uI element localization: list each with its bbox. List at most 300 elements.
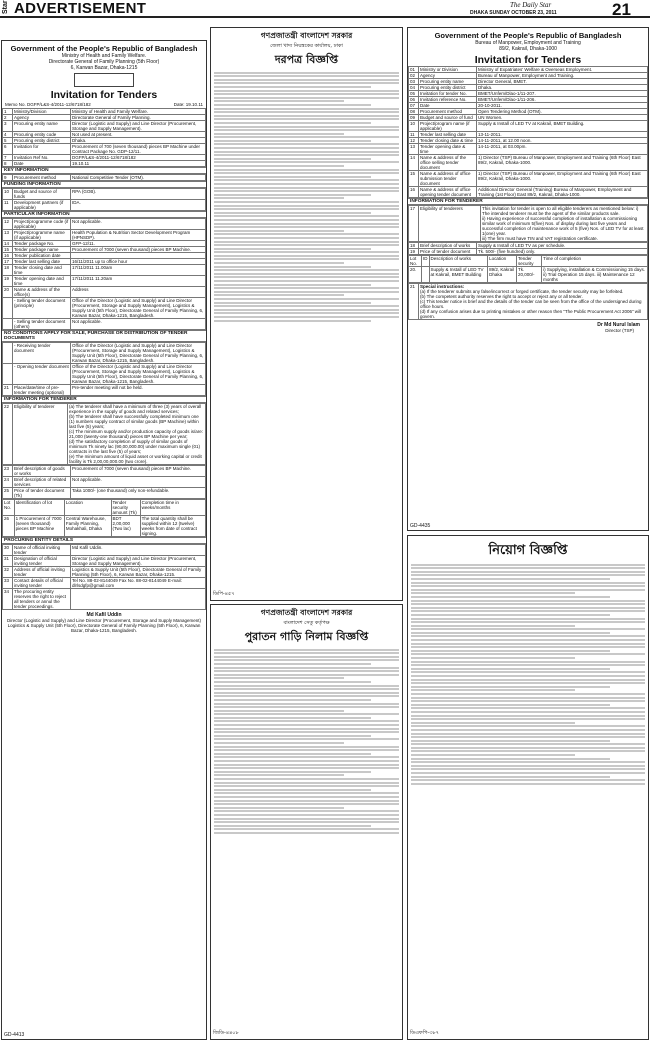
tender-table [408,66,648,198]
text-line [214,818,399,820]
table-row [409,144,648,155]
text-line [411,704,610,706]
row-label: Tender closing date & time [419,138,477,144]
row-value: BMET/Unfem/Dlao-1/11-206. [477,97,648,103]
text-line [214,731,399,733]
text-line [214,133,344,135]
text-line [214,223,399,225]
text-line [214,312,399,314]
text-line [411,697,645,699]
text-line [214,219,399,221]
table-row [409,187,648,198]
text-line [214,717,371,719]
row-label: Project/programme code (if applicable) [13,219,71,230]
row-number: 17 [3,259,13,265]
text-line [214,136,399,138]
ad-ref-code: ডিপি-৪৫৭ [213,591,235,597]
ad-vehicle-auction [210,604,403,1040]
text-line [214,649,399,651]
emblem-stamp [74,73,134,87]
text-line [214,287,399,289]
text-line [411,715,645,717]
text-line [411,657,575,659]
text-line [214,108,399,110]
text-line [411,650,610,652]
row-label: Invitation for [13,144,71,155]
row-number: 20 [3,287,13,298]
row-value: Health Population & Nutrition Sector Development Program (HPNSDP). [71,230,206,241]
table-row [3,230,206,241]
signatory-designation: Director (TSP) [605,328,634,333]
row-value: Supply & Install of LED TV at Kakrail, BMET Building. [477,121,648,132]
row-label: Address of official inviting tender [13,567,71,578]
eligibility-item: (d) The satisfactory completion of supply of similar goods of minimum Tk ninety lac (90,00,000.00) under maximum single (01) contracts in the last five (5) of years; [69,439,200,454]
row-value: Tk. 500/- (five hundred) only. [477,249,648,255]
row-value: BMET/Unfem/Dlao-1/11-207. [477,91,648,97]
table-row: 17 Eligibility of tenderers This invitation for tender is open to all eligible tenderers as mentioned below: i) The intended tenderer must be the agent of the similar products sale. ii) Having experience of successful completion of installation & commissioning similar work of minimum 5(five) Nos. of display during last five years and successful completion of maintenance work of 5 (five) Nos. of LED TV for at least 1(one) year. iii) The firm must have TIN and VAT registration certificate. [409,206,648,242]
row-value: Office of the Director (Logistic and Supply) and Line Director (Procurement, Storage and Supply Management), Logistics & Supply Unit (5th Floor), Directorate General of Family Planning, 6, Karwan Bazar, Dhaka-1215, Bangladesh. [71,298,206,319]
text-line [214,738,399,740]
text-line [411,740,610,742]
row-label: - Selling tender document (principle) [13,298,71,319]
table-row [3,488,206,499]
row-number: 9 [3,175,13,181]
signatory-designation: Director (Logistic and Supply) and Line Director (Procurement, Storage and Supply Management) [6,618,202,623]
row-number: 3 [3,121,13,132]
ad-bmet-tender [407,27,649,531]
text-line [214,309,399,311]
text-line [214,122,371,124]
text-line [214,305,399,307]
signatory-address: Logistics & Supply Unit (5th Floor), Directorate General of Family Planning (5th Floor), 6, Karwan Bazar, Dhaka-1215, Bangladesh. [7,623,201,633]
text-line [214,118,399,120]
text-line [214,832,399,834]
row-value: Open Tendering Method (OTM). [477,109,648,115]
lot-cell: Supply & Install of LED TV at Kakrail, BMET Building [429,267,488,283]
eligibility-item: ii) Having experience of successful completion of installation & commissioning similar work of minimum 5(five) Nos. of display during last five years and successful completion of maintenance work of 5 (five) Nos. of LED TV for at least 1(one) year. [482,216,644,236]
row-label: Tender package name [13,247,71,253]
text-line [214,821,399,823]
text-line [214,115,399,117]
table-row [3,298,206,319]
row-label: Tender publication date [13,253,71,259]
text-line [214,251,399,253]
row-label: Tender last selling date [13,259,71,265]
text-line [214,728,399,730]
text-line [411,725,645,727]
text-line [214,771,371,773]
text-line [214,742,344,744]
row-label: Name & address of office opening tender document [419,187,477,198]
text-line [214,237,399,239]
section-header: KEY INFORMATION [2,167,206,174]
text-line [411,596,610,598]
text-line [214,165,344,167]
text-line [411,768,645,770]
table-row [3,466,206,477]
row-label: Place/date/time of pre-tender meeting (optional) [13,385,71,396]
ad-health-tender [1,40,207,1040]
row-value: 16/11/2011 up to office hour [71,259,206,265]
row-label: Name & address of the office(s) [13,287,71,298]
lot-cell: Tk. 20,000/- [517,267,542,283]
text-line [214,774,344,776]
text-line [214,143,399,145]
row-number: 16 [3,253,13,259]
row-label: Invitation for tender No. [419,91,477,97]
table-row [3,144,206,155]
text-line [411,722,575,724]
eligibility-item: (a) The tenderer shall have a minimum of three (3) years of overall experience in the supply of goods and related services; [69,404,202,414]
row-value: Dhaka. [71,138,206,144]
table-row [409,155,648,171]
row-label: Price of tender document (Tk) [13,488,71,499]
row-number: 13 [409,144,419,155]
instruction-item: (b) The competent authority reserves the right to accept or reject any or all tender. [420,294,583,299]
eligibility-item: (e) The minimum amount of liquid asset or working capital or credit facility is Tk 2,00,00,000.00 (two crore). [69,454,202,464]
lot-cell: 1 Procurement of 7000 (seven thousand) pieces BP Machine [14,516,64,537]
text-line [214,90,399,92]
lot-table [2,499,206,537]
text-line [214,176,371,178]
row-label: Brief description of goods or works [13,466,71,477]
row-label: Designation of official inviting tender [13,556,71,567]
text-line [214,276,399,278]
section-header: NO CONDITIONS APPLY FOR SALE, PURCHASE OR DISTRIBUTION OF TENDER DOCUMENTS [2,330,206,342]
text-line [214,205,399,207]
row-number: 09 [409,115,419,121]
ad-title: নিয়োগ বিজ্ঞপ্তি [488,543,568,558]
text-line [411,718,645,720]
row-number: 8 [3,161,13,167]
text-line [214,685,399,687]
text-line [214,807,344,809]
text-line [411,779,645,781]
text-line [214,756,399,758]
eligibility-item: (b) The tenderer shall have successfully completed minimum one (1) numbers supply contract of similar goods (BP Machine) within last five (5) years; [69,414,199,429]
text-line [411,582,645,584]
text-line [214,724,399,726]
row-label: Procuring entity code [13,132,71,138]
memo-number: Memo No. DGFP/L&S-4/2011-12/6718/182 [5,102,91,107]
masthead [0,0,650,18]
row-number: 21 [3,385,13,396]
text-line [411,671,645,673]
text-line [214,800,399,802]
row-number: 11 [409,132,419,138]
text-line [214,792,399,794]
text-line [411,689,575,691]
table-row [3,589,206,610]
row-number: 12 [3,219,13,230]
row-value: 13-11-2011. [477,132,648,138]
row-label: Tender closing date and time [13,265,71,276]
row-label: Budget and source of fund [419,115,477,121]
text-line [214,241,399,243]
lot-cell: Lot No. [409,256,422,267]
body-text-lines [211,649,402,834]
text-line [214,713,399,715]
text-line [214,215,399,217]
table-row [3,276,206,287]
table-row [3,578,206,589]
lot-cell: 26 [3,516,15,537]
row-number: 4 [3,132,13,138]
row-number: 25 [3,488,13,499]
text-line [214,169,399,171]
row-value: Ministry of Health and Family Welfare. [71,109,206,115]
text-line [214,230,344,232]
table-row [3,343,206,364]
row-number: 13 [3,230,13,241]
row-label: Procuring entity name [419,79,477,85]
row-label: Contact details of official inviting tender [13,578,71,589]
section-title: ADVERTISEMENT [14,0,147,17]
table-row: 21 Special instructions: (a) If the tenderer submits any false/incorrect or forged certificate, the tender security may be forfeited. (b) The competent authority reserves the right to accept or reject any or all tender. (c) This tender notice is brief and the details of the tender can be seen from the office of the undersigned during office hours. (d) If any confusion arises due to printing mistakes or other reason then "The Public Procurement Act 2006" will govern. [409,284,648,320]
eligibility-item: iii) The firm must have TIN and VAT registration certificate. [482,236,598,241]
text-line [214,72,399,74]
instruction-item: (c) This tender notice is brief and the details of the tender can be seen from the office of the undersigned during office hours. [420,299,642,309]
text-line [214,273,399,275]
row-label: - Selling tender document (others) [13,319,71,330]
row-number: 1 [3,109,13,115]
row-label: Ministry/Division [13,109,71,115]
row-number: 32 [3,567,13,578]
row-value: Address [71,287,206,298]
row-number: 15 [3,247,13,253]
table-row [3,477,206,488]
table-row [409,249,648,255]
row-value: Logistics & Supply Unit (5th Floor), Directorate General of Family Planning (5th Floor), 6, Karwan Bazar, Dhaka-1215. [71,567,206,578]
row-number: 06 [409,97,419,103]
row-label: Agency [13,115,71,121]
text-line [214,695,399,697]
text-line [214,670,399,672]
row-number: 5 [3,138,13,144]
eligibility-item: (c) The minimum supply and/or production capacity of goods is/are: 21,000 (twenty-one thousand) pieces BP Machine per year; [69,429,203,439]
text-line [214,316,399,318]
row-label: Brief description of works [419,243,477,249]
ad-title: দরপত্র বিজ্ঞপ্তি [274,53,339,66]
table-row [3,556,206,567]
table-row [3,247,206,253]
text-line [214,161,399,163]
lot-cell: Tender security [517,256,542,267]
lot-cell: 20. [409,267,422,283]
lot-cell: ID [422,256,430,267]
row-value: Tel No. 88-02-8144049 Fax No. 88-02-8144049 E-mail: dlrlsdgfp@gmail.com [71,578,206,589]
row-value: Taka 1000/- (one thousand) only non-refundable. [71,488,206,499]
text-line [214,140,371,142]
row-number: 30 [3,545,13,556]
text-line [411,664,645,666]
signatory-name: Dr Md Nurul Islam [597,322,640,328]
row-number: 18 [409,243,419,249]
text-line [214,212,371,214]
text-line [214,663,371,665]
text-line [214,187,399,189]
text-line [214,194,371,196]
text-line [214,298,399,300]
ad-office: বাংলাদেশ সেতু কর্তৃপক্ষ [283,620,330,626]
text-line [214,97,399,99]
row-number: 10 [3,189,13,200]
text-line [411,700,645,702]
lot-cell: Location [64,500,111,516]
text-line [214,190,399,192]
row-value: Supply & Install of LED TV as per schedule. [477,243,648,249]
row-number: 04 [409,85,419,91]
text-line [214,79,399,81]
text-line [411,600,645,602]
ad-gov-heading: Government of the People's Republic of Bangladesh [10,44,198,53]
text-line [411,765,645,767]
row-value: Directorate General of Family Planning. [71,115,206,121]
row-label: Tender opening date and time [13,276,71,287]
row-value: Not applicable. [71,319,206,330]
text-line [214,706,399,708]
row-label: The procuring entity reserves the right to reject all tenders or annul the tender proceedings. [13,589,71,610]
row-value: 1) Director (TSP) Bureau of Manpower, Employment and Training (6th Floor) East 89/2, Kakrail, Dhaka-1000. [477,171,648,187]
text-line [214,674,399,676]
row-value: RPA (GOB). [71,189,206,200]
table-row [3,121,206,132]
row-label: Invitation reference No. [419,97,477,103]
text-line [214,825,371,827]
table-row [3,567,206,578]
text-line [214,753,371,755]
instruction-item: (a) If the tenderer submits any false/incorrect or forged certificate, the tender security may be forfeited. [420,289,624,294]
row-value [71,589,206,610]
row-number: 11 [3,200,13,211]
row-number: 19 [3,276,13,287]
row-value: Director (Logistic and Supply) and Line Director (Procurement, Storage and Supply Management). [71,556,206,567]
row-label: Name of official inviting tender [13,545,71,556]
text-line [214,746,399,748]
text-line [214,179,399,181]
row-label: Budget and source of funds [13,189,71,200]
row-number: 14 [3,241,13,247]
memo-date: Date: 19.10.11 [173,102,203,107]
text-line [214,796,399,798]
row-value: Office of the Director (Logistic and Supply) and Line Director (Procurement, Storage and Supply Management), Logistics & Supply Unit (5th Floor), Directorate General of Family Planning, 6, Karwan Bazar, Dhaka-1215, Bangladesh. [71,364,206,385]
row-number: 10 [409,121,419,132]
row-label: Procurement method [13,175,71,181]
text-line [214,248,371,250]
text-line [411,639,645,641]
table-row: 22 Eligibility of tenderer (a) The tenderer shall have a minimum of three (3) years of overall experience in the supply of goods and related services; (b) The tenderer shall have successfully completed minimum one (1) numbers supply contract of similar goods (BP Machine) within last five (5) years; (c) The minimum supply and/or production capacity of goods is/are: 21,000 (twenty-one thousand) pieces BP Machine per year; (d) The satisfactory completion of supply of similar goods of minimum Tk ninety lac (90,00,000.00) under maximum single (01) contracts in the last five (5) of years; (e) The minimum amount of liquid asset or working capital or credit facility is Tk 2,00,00,000.00 (two crore). [3,404,206,465]
text-line [214,294,344,296]
ad-office: জেলা খাদ্য নিয়ন্ত্রকের কার্যালয়, ঢাকা [270,43,343,49]
row-value: 19.10.11 [71,161,206,167]
table-row [3,189,206,200]
text-line [214,735,371,737]
text-line [411,628,645,630]
lot-table [408,255,648,283]
row-label: Procurement method [419,109,477,115]
eligibility-item: This invitation for tender is open to all eligible tenderers as mentioned below: i) The intended tenderer must be the agent of the similar products sale. [482,206,639,216]
section-header: INFORMATION FOR TENDERER [2,396,206,403]
row-value: Bureau of Manpower, Employment and Training. [477,73,648,79]
row-value: Not applicable. [71,219,206,230]
row-number: 33 [3,578,13,589]
text-line [411,733,645,735]
row-value: Procurement of 700 (seven thousand) pieces BP Machine under Contract Package No. GDP-12/11. [71,144,206,155]
row-number: 19 [409,249,419,255]
row-value: National Competitive Tender (OTM). [71,175,206,181]
row-value: DGFP/L&S-4/2011-12/6718/182 [71,155,206,161]
signatory-name: Md Kafil Uddin [86,612,122,618]
row-value: Not used at present. [71,132,206,138]
row-number: 23 [3,466,13,477]
row-value: Director General, BMET. [477,79,648,85]
row-number [3,364,13,385]
row-number: 07 [409,103,419,109]
text-line [214,767,399,769]
row-number: 14 [409,155,419,171]
text-line [411,747,645,749]
text-line [411,750,645,752]
text-line [214,789,371,791]
text-line [411,646,645,648]
text-line [214,828,399,830]
text-line [411,661,645,663]
ad-recruitment [407,535,649,1040]
lot-cell: i) Supplying, installation & Commissioning 15 days. ii) Trial Operation 15 days. iii) Maintenance 12 months [542,267,648,283]
text-line [214,677,344,679]
ad-gov-heading: গণপ্রজাতন্ত্রী বাংলাদেশ সরকার [260,608,353,617]
ad-ref-code: GD-4413 [4,1032,25,1038]
row-value: Pre-tender meeting will not be held. [71,385,206,396]
text-line [214,151,399,153]
row-number: 05 [409,91,419,97]
page-number: 21 [612,0,631,19]
text-line [214,749,399,751]
text-line [214,302,371,304]
lot-cell: Lot No. [3,500,15,516]
text-line [411,679,645,681]
lot-cell: Completion time in weeks/months [140,500,205,516]
row-value: Office of the Director (Logistic and Supply) and Line Director (Procurement, Storage and Supply Management), Logistics & Supply Unit (5th Floor), Directorate General of Family Planning, 6, Karwan Bazar, Dhaka-1215, Bangladesh. [71,343,206,364]
lot-cell: Central Warehouse, Family Planning, Mohakhali, Dhaka [64,516,111,537]
text-line [411,729,645,731]
text-line [214,129,399,131]
row-label: Ministry or Division [419,67,477,73]
text-line [214,111,399,113]
row-number: 01 [409,67,419,73]
text-line [214,75,399,77]
table-row [409,171,648,187]
lot-cell: 89/2, Kakrail Dhaka [488,267,517,283]
ad-title: Invitation for Tenders [474,54,582,66]
text-line [214,86,371,88]
text-line [411,567,645,569]
text-line [214,291,399,293]
row-number: 18 [3,265,13,276]
row-label: Tender package No. [13,241,71,247]
row-number: 15 [409,171,419,187]
table-row [409,121,648,132]
star-logo: Star [2,0,9,14]
text-line [411,578,610,580]
row-label: Date [419,103,477,109]
text-line [411,668,610,670]
row-value: 1) Director (TSP) Bureau of Manpower, Employment and Training (6th Floor) East 89/2, Kakrail, Dhaka-1000. [477,155,648,171]
row-number [3,343,13,364]
table-row [3,364,206,385]
text-line [214,233,399,235]
text-line [214,284,371,286]
